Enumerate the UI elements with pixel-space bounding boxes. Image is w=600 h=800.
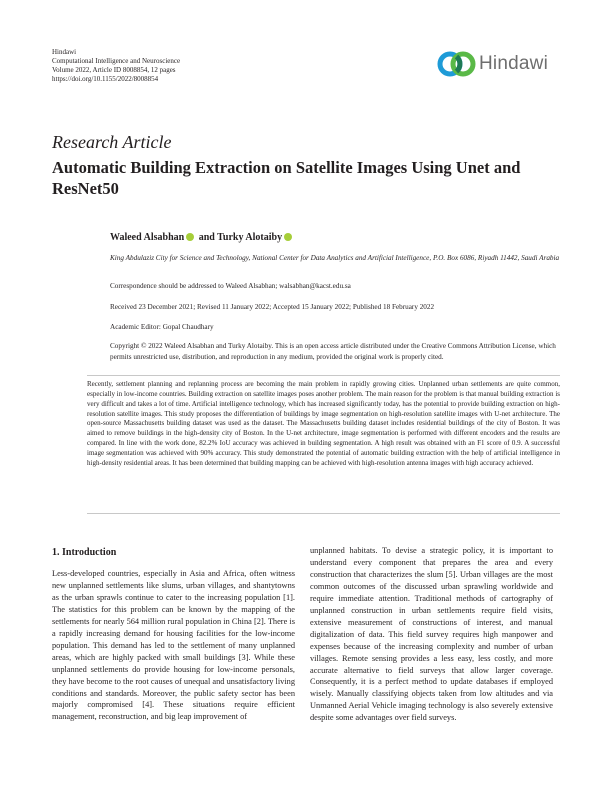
abstract-top-rule xyxy=(87,375,560,376)
journal-info xyxy=(52,48,180,84)
article-title: Automatic Building Extraction on Satellite Images Using Unet and ResNet50 xyxy=(52,158,521,198)
author-separator: and xyxy=(198,232,215,243)
hindawi-logo xyxy=(437,48,557,82)
hindawi-logo-icon xyxy=(437,48,477,80)
orcid-icon[interactable] xyxy=(284,233,292,241)
abstract-text: Recently, settlement planning and replanning process are becoming the main problem in rapidly growing cities. Unplanned urban settlements are quite common, especially in low-income countries. Building extraction on satellite images poses another problem. The main reason for the problem is that manual building extraction is very difficult and takes a lot of time. Artificial intelligence technology, which has increased significantly today, has the potential to provide building extraction on high-resolution satellite images. This study proposes the differentiation of buildings by image segmentation on high-resolution satellite images with U-net architecture. The open-source Massachusetts building dataset was used as the dataset. The Massachusetts building dataset includes residential buildings of the city of Boston. It was aimed to remove buildings in the high-density city of Boston. In the U-net architecture, image segmentation is performed with different encoders and the results are compared. In line with the work done, 82.2% IoU accuracy was achieved in building segmentation. A high result was obtained with an F1 score of 0.9. A successful image segmentation was achieved with 90% accuracy. This study demonstrated the potential of automatic building extraction with the help of artificial intelligence in high-density residential areas. It has been determined that building mapping can be achieved with high-resolution antenna images with high accuracy achieved. xyxy=(87,380,560,467)
body-column-right xyxy=(310,545,553,724)
doi-link[interactable]: https://doi.org/10.1155/2022/8008854 xyxy=(52,75,159,83)
correspondence: Correspondence should be addressed to Waleed Alsabhan; walsabhan@kacst.edu.sa xyxy=(110,282,351,290)
journal-name: Computational Intelligence and Neuroscience xyxy=(52,57,181,65)
affiliation: King Abdulaziz City for Science and Technology, National Center for Data Analytics and Artificial Intelligence, P.O. Box 6086, Riyadh 11442, Saudi Arabia xyxy=(110,254,560,262)
abstract-bottom-rule xyxy=(87,513,560,514)
author-name: Waleed Alsabhan xyxy=(110,232,185,243)
volume-info: Volume 2022, Article ID 8008854, 12 pages xyxy=(52,66,176,74)
body-paragraph: Less-developed countries, especially in Asia and Africa, often witness new unplanned settlements like slums, urban villages, and shantytowns as the urban sprawls continue to cater to the increasing population [1]. The statistics for this problem can be known by the mapping of the settlements for nearly 564 million rural population in China [2]. There is a rapidly increasing demand for housing facilities for the low-income population. This demand has led to the settlement of many unplanned areas, which are highly packed with small buildings [3]. While these unplanned settlements do provide housing for low-income personals, they have become to the root causes of unequal and unsatisfactory living conditions and standards. Moreover, the public safety sector has been majorly compromised [4]. These situations require efficient management, reconstruction, and big leap improvement of xyxy=(52,569,295,722)
academic-editor: Academic Editor: Gopal Chaudhary xyxy=(110,323,214,331)
author-name: Turky Alotaiby xyxy=(217,232,283,243)
author-list xyxy=(110,232,294,243)
body-paragraph: unplanned habitats. To devise a strategic policy, it is important to understand every component that prepares the area and every construction that characterizes the slum [5]. Urban villages are the most common outcomes of the discussed urban sprawling worldwide and require immediate attention. Traditional methods of cartography of unplanned construction in urban settlements require field visits, extensive measurement of constructions of interest, and manual digitalization of data. This field survey requires high manpower and expenses because of the increasing complexity and number of urban villages. Remote sensing provides a less easy, less costly, and more accurate alternative to field surveys that allow larger coverage. Consequently, it is a perfect method to update databases if employed wisely. Manually classifying objects taken from low altitudes and via Unmanned Aerial Vehicle imaging technology is also severely extensive despite some advantages over field surveys. xyxy=(310,546,553,723)
logo-wordmark: Hindawi xyxy=(479,53,548,74)
copyright-notice: Copyright © 2022 Waleed Alsabhan and Turky Alotaiby. This is an open access article distributed under the Creative Commons Attribution License, which permits unrestricted use, distribution, and reproduction in any medium, provided the original work is properly cited. xyxy=(110,342,556,361)
publisher-name: Hindawi xyxy=(52,48,77,56)
orcid-icon[interactable] xyxy=(186,233,194,241)
section-heading: 1. Introduction xyxy=(52,547,117,558)
publication-dates: Received 23 December 2021; Revised 11 January 2022; Accepted 15 January 2022; Published 18 February 2022 xyxy=(110,303,435,311)
body-column-left xyxy=(52,568,295,723)
article-type: Research Article xyxy=(52,132,172,152)
